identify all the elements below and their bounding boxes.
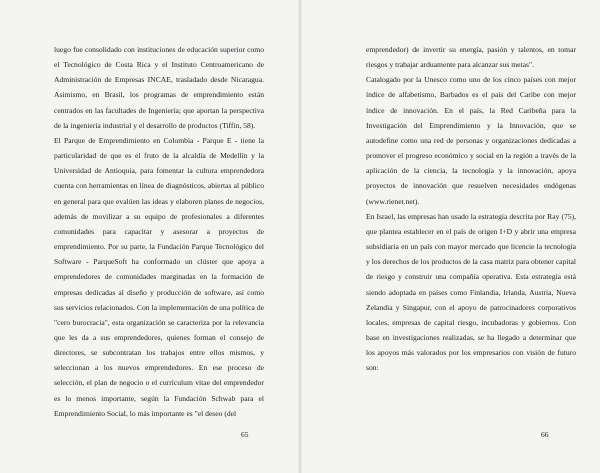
left-page-number: 65 (241, 430, 249, 439)
left-paragraph-1: luego fue consolidado con instituciones de educación superior como el Tecnológico de Costa Rica y el Instituto Centroamericano de Administración de Empresas INCAE, trasladado desde Nicaragua. Asimismo, en Brasil, los programas de emprendimiento están centrados en las facultades de Ingeniería; que aportan la perspectiva de la ingeniería industrial y el desarrollo de productos (Tiffin, 58). (54, 45, 264, 130)
right-paragraph-3: En Israel, las empresas han usado la estrategia descrita por Ray (75), que plantea establecer en el país de origen I+D y abrir una empresa subsidiaria en un país con mayor mercado que licencie la tecnología y los derechos de los productos de la casa matriz para obtener capital de riesgo y construir una compañía operativa. Esta estrategia está siendo adoptada en países como Finlandia, Irlanda, Austria, Nueva Zelandia y Singapur, con el apoyo de patrocinadores corporativos locales, empresas de capital riesgo, incubadoras y gobiernos. Con base en investigaciones realizadas, se ha llegado a determinar que los apoyos más valorados por los empresarios con visión de futuro son: (366, 211, 576, 373)
right-paragraph-1: emprendedor) de invertir su energía, pasión y talentos, en tomar riesgos y trabajar arduamente para alcanzar sus metas". (366, 45, 576, 70)
right-page-number: 66 (541, 430, 549, 439)
left-paragraph-2: El Parque de Emprendimiento en Colombia - Parque E - tiene la particularidad de que es el fruto de la alcaldía de Medellín y la Universidad de Antioquia, para fomentar la cultura emprendedora cuenta con herramientas en línea de diagnósticos, abiertas al público en general para que evalúen las ideas y elaboren planes de negocios, además de movilizar a su equipo de profesionales a diferentes comunidades para capacitar y asesorar a proyectos de emprendimiento. Por su parte, la Fundación Parque Tecnológico del Software - ParqueSoft ha conformado un clúster que apoya a emprendedores de comunidades marginadas en la formación de empresas dedicadas al diseño y producción de software, así como sus servicios relacionados. Con la implementación de una política de "cero burocracia", esta organización se caracteriza por la relevancia que les da a sus emprendedores, quienes forman el consejo de directores, se subcontratan los trabajos entre ellos mismos, y seleccionan a los nuevos emprendedores. En ese proceso de selección, el plan de negocio o el currículum vitae del emprendedor es lo menos importante, según la Fundación Schwab para el Emprendimiento Social, lo más importante es "el deseo (del (54, 135, 264, 418)
left-page-body (54, 42, 264, 421)
right-paragraph-2: Catalogado por la Unesco como uno de los cinco países con mejor índice de alfabetismo, Barbados es el país del Caribe con mejor índice de innovación. En el país, la Red Caribeña para la Investigación del Emprendimiento y la Innovación, que se autodefine como una red de personas y organizaciones dedicadas a promover el progreso económico y social en la región a través de la aplicación de la ciencia, la tecnología y la innovación, apoya proyectos de innovación que resuelven necesidades endógenas (www.rienet.net). (366, 75, 576, 206)
right-page-body (366, 42, 576, 375)
right-page (300, 0, 600, 473)
